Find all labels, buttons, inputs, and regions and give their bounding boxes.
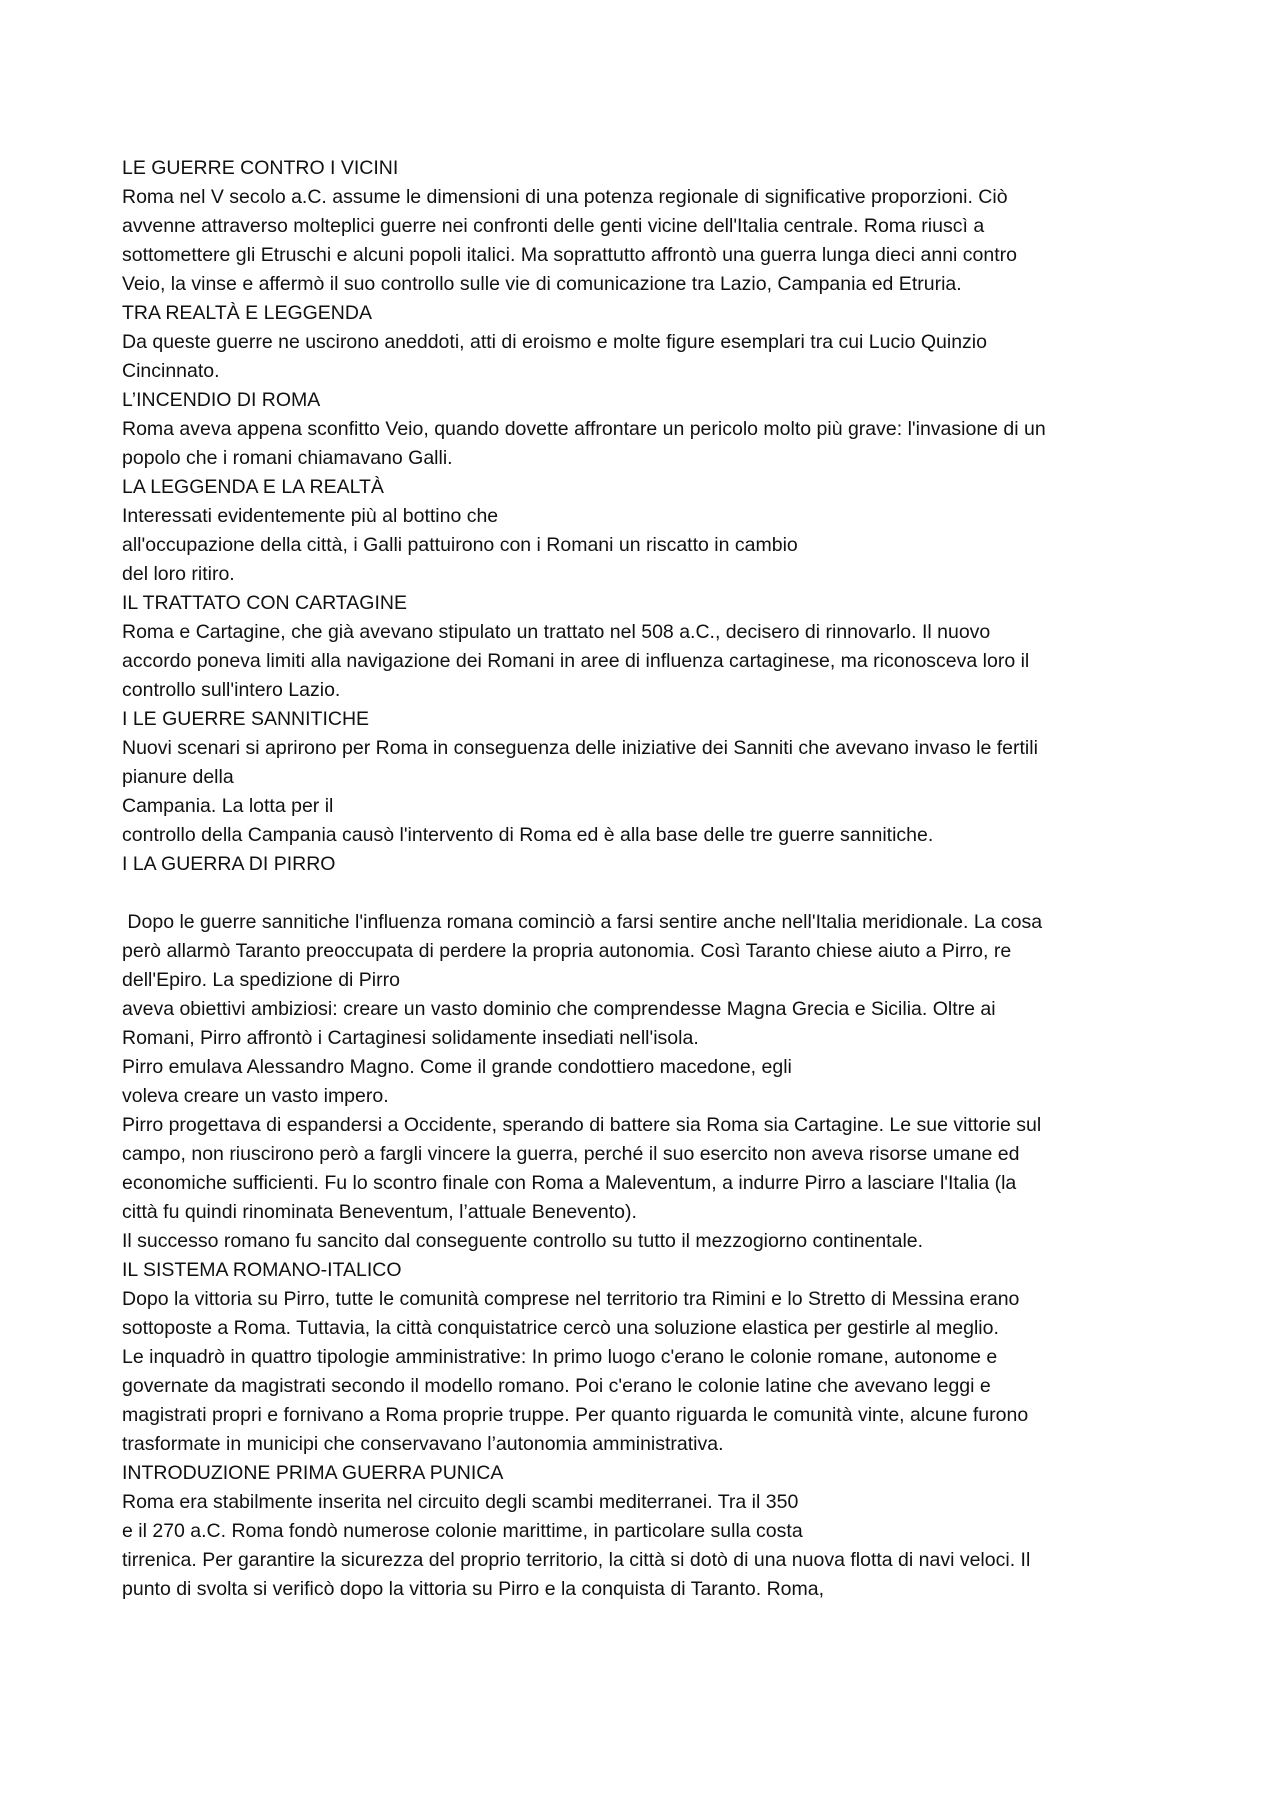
text-line: governate da magistrati secondo il modello romano. Poi c'erano le colonie latine che avevano leggi e: [122, 1375, 991, 1397]
heading-trattato-con-cartagine: IL TRATTATO CON CARTAGINE: [122, 592, 407, 614]
text-line: Roma e Cartagine, che già avevano stipulato un trattato nel 508 a.C., decisero di rinnovarlo. Il nuovo: [122, 621, 991, 643]
text-line: magistrati propri e fornivano a Roma proprie truppe. Per quanto riguarda le comunità vinte, alcune furono: [122, 1404, 1029, 1426]
text-line: Roma aveva appena sconfitto Veio, quando dovette affrontare un pericolo molto più grave: l'invasione di un: [122, 418, 1046, 440]
heading-sistema-romano-italico: IL SISTEMA ROMANO-ITALICO: [122, 1259, 402, 1281]
text-line: trasformate in municipi che conservavano l’autonomia amministrativa.: [122, 1433, 724, 1455]
text-line: punto di svolta si verificò dopo la vittoria su Pirro e la conquista di Taranto. Roma,: [122, 1578, 824, 1600]
text-line: voleva creare un vasto impero.: [122, 1085, 389, 1107]
text-line: però allarmò Taranto preoccupata di perdere la propria autonomia. Così Taranto chiese aiuto a Pirro, re: [122, 940, 1012, 962]
text-line: pianure della: [122, 766, 234, 788]
text-line: Da queste guerre ne uscirono aneddoti, atti di eroismo e molte figure esemplari tra cui Lucio Quinzio: [122, 331, 987, 353]
heading-guerra-di-pirro: I LA GUERRA DI PIRRO: [122, 853, 336, 875]
heading-prima-guerra-punica: INTRODUZIONE PRIMA GUERRA PUNICA: [122, 1462, 504, 1484]
text-line: Cincinnato.: [122, 360, 220, 382]
text-line: controllo sull'intero Lazio.: [122, 679, 341, 701]
text-line: Roma era stabilmente inserita nel circuito degli scambi mediterranei. Tra il 350: [122, 1491, 799, 1513]
text-line: sottoposte a Roma. Tuttavia, la città conquistatrice cercò una soluzione elastica per gestirle al meglio.: [122, 1317, 999, 1339]
text-line: aveva obiettivi ambiziosi: creare un vasto dominio che comprendesse Magna Grecia e Sicilia. Oltre ai: [122, 998, 996, 1020]
text-line: Interessati evidentemente più al bottino che: [122, 505, 499, 527]
heading-guerre-sannitiche: I LE GUERRE SANNITICHE: [122, 708, 370, 730]
text-line: all'occupazione della città, i Galli pattuirono con i Romani un riscatto in cambio: [122, 534, 798, 556]
text-line: popolo che i romani chiamavano Galli.: [122, 447, 453, 469]
text-line: Veio, la vinse e affermò il suo controllo sulle vie di comunicazione tra Lazio, Campania ed Etruria.: [122, 273, 962, 295]
text-line: controllo della Campania causò l'intervento di Roma ed è alla base delle tre guerre sannitiche.: [122, 824, 934, 846]
text-line: dell'Epiro. La spedizione di Pirro: [122, 969, 400, 991]
document-page: [122, 154, 1172, 1604]
text-line: e il 270 a.C. Roma fondò numerose colonie marittime, in particolare sulla costa: [122, 1520, 803, 1542]
heading-incendio-di-roma: L’INCENDIO DI ROMA: [122, 389, 321, 411]
text-line: sottomettere gli Etruschi e alcuni popoli italici. Ma soprattutto affrontò una guerra lunga dieci anni contro: [122, 244, 1017, 266]
text-line: del loro ritiro.: [122, 563, 235, 585]
text-line: Campania. La lotta per il: [122, 795, 334, 817]
text-line: economiche sufficienti. Fu lo scontro finale con Roma a Maleventum, a indurre Pirro a lasciare l'Italia (la: [122, 1172, 1017, 1194]
text-line: tirrenica. Per garantire la sicurezza del proprio territorio, la città si dotò di una nuova flotta di navi veloci. Il: [122, 1549, 1031, 1571]
text-line: città fu quindi rinominata Beneventum, l’attuale Benevento).: [122, 1201, 637, 1223]
blank-line: [122, 879, 1172, 908]
text-line: Roma nel V secolo a.C. assume le dimensioni di una potenza regionale di significative proporzioni. Ciò: [122, 186, 1008, 208]
text-line: campo, non riuscirono però a fargli vincere la guerra, perché il suo esercito non aveva risorse umane ed: [122, 1143, 1020, 1165]
heading-leggenda-e-realta: LA LEGGENDA E LA REALTÀ: [122, 476, 384, 498]
text-line: Il successo romano fu sancito dal conseguente controllo su tutto il mezzogiorno continentale.: [122, 1230, 924, 1252]
text-line: Pirro progettava di espandersi a Occidente, sperando di battere sia Roma sia Cartagine. Le sue vittorie sul: [122, 1114, 1042, 1136]
text-line: Dopo le guerre sannitiche l'influenza romana cominciò a farsi sentire anche nell'Italia meridionale. La cosa: [122, 911, 1043, 933]
text-line: Pirro emulava Alessandro Magno. Come il grande condottiero macedone, egli: [122, 1056, 792, 1078]
heading-tra-realta-e-leggenda: TRA REALTÀ E LEGGENDA: [122, 302, 372, 324]
text-line: Romani, Pirro affrontò i Cartaginesi solidamente insediati nell'isola.: [122, 1027, 699, 1049]
heading-guerre-contro-vicini: LE GUERRE CONTRO I VICINI: [122, 157, 399, 179]
text-line: Le inquadrò in quattro tipologie amministrative: In primo luogo c'erano le colonie romane, autonome e: [122, 1346, 998, 1368]
text-line: accordo poneva limiti alla navigazione dei Romani in aree di influenza cartaginese, ma riconosceva loro il: [122, 650, 1030, 672]
text-line: Dopo la vittoria su Pirro, tutte le comunità comprese nel territorio tra Rimini e lo Stretto di Messina erano: [122, 1288, 1020, 1310]
text-line: avvenne attraverso molteplici guerre nei confronti delle genti vicine dell'Italia centrale. Roma riuscì a: [122, 215, 985, 237]
text-line: Nuovi scenari si aprirono per Roma in conseguenza delle iniziative dei Sanniti che avevano invaso le fertili: [122, 737, 1038, 759]
